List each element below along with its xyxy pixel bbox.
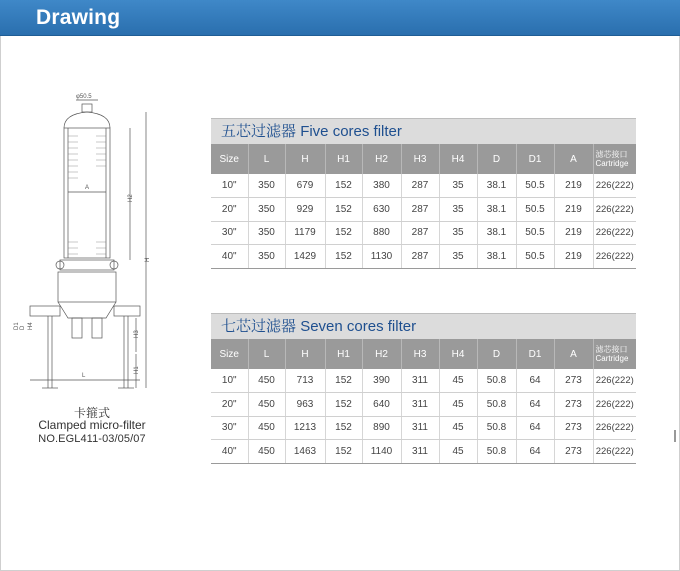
dimension-h-label: H [145, 257, 151, 262]
table-cell: 50.8 [477, 393, 516, 417]
table-cell: 50.8 [477, 440, 516, 464]
table-cell: 50.5 [516, 174, 554, 198]
table-cell: 30" [211, 221, 248, 245]
table-cell: 450 [248, 369, 285, 393]
table-cell: 50.5 [516, 198, 554, 222]
table-cell: 1179 [285, 221, 325, 245]
column-header: Size [211, 144, 248, 174]
column-header: H3 [401, 339, 439, 369]
page-title: Drawing [36, 6, 121, 29]
cartridge-header-chinese: 滤芯接口 [595, 345, 628, 354]
cartridge-hatching [68, 136, 106, 254]
table-cell: 30" [211, 416, 248, 440]
column-header: D1 [516, 144, 554, 174]
table-cell: 40" [211, 245, 248, 269]
seven-cores-table-section [211, 313, 636, 464]
vent-valve [82, 104, 92, 112]
column-header: H1 [325, 144, 362, 174]
base-cone [58, 302, 116, 318]
five-cores-table [211, 144, 636, 269]
table-cell: 350 [248, 245, 285, 269]
table-cell: 450 [248, 416, 285, 440]
dimension-d1-label: D1 [14, 322, 20, 330]
dimension-a-label: A [85, 185, 90, 191]
table-cell: 50.8 [477, 369, 516, 393]
table-cell: 287 [401, 245, 439, 269]
table-cell: 35 [439, 221, 477, 245]
table-cell: 350 [248, 221, 285, 245]
diameter-label: φ50.5 [76, 94, 92, 100]
column-header: Size [211, 339, 248, 369]
table-cell: 311 [401, 393, 439, 417]
five-cores-table-section [211, 118, 636, 269]
table-cell: 64 [516, 440, 554, 464]
table-cell: 152 [325, 198, 362, 222]
table-row [211, 440, 636, 464]
column-header: D [477, 144, 516, 174]
lower-housing [58, 272, 116, 302]
table-row [211, 221, 636, 245]
table-cell: 226(222) [593, 198, 636, 222]
column-header: L [248, 339, 285, 369]
table-cell: 226(222) [593, 174, 636, 198]
table-cell: 679 [285, 174, 325, 198]
column-header: L [248, 144, 285, 174]
table-cell: 273 [554, 393, 593, 417]
filter-drawing [12, 92, 172, 422]
table-cell: 219 [554, 174, 593, 198]
table-cell: 50.5 [516, 245, 554, 269]
table-cell: 219 [554, 245, 593, 269]
drawing-caption-chinese: 卡箍式 [73, 406, 110, 420]
dimension-h4-label: H4 [28, 322, 34, 330]
table-cell: 273 [554, 440, 593, 464]
table-cell: 40" [211, 440, 248, 464]
table-cell: 50.8 [477, 416, 516, 440]
table-cell: 287 [401, 174, 439, 198]
table-cell: 152 [325, 440, 362, 464]
column-header: D [477, 339, 516, 369]
table-cell: 1213 [285, 416, 325, 440]
cartridge-column-header [593, 144, 636, 174]
table-cell: 64 [516, 416, 554, 440]
table-cell: 45 [439, 393, 477, 417]
table-cell: 64 [516, 369, 554, 393]
seven-cores-table-title [211, 313, 636, 339]
table-header-row [211, 339, 636, 369]
column-header: H3 [401, 144, 439, 174]
table-row [211, 245, 636, 269]
table-cell: 35 [439, 174, 477, 198]
table-cell: 350 [248, 198, 285, 222]
table-cell: 152 [325, 369, 362, 393]
edge-marker [674, 430, 676, 442]
outlet-pipe [114, 306, 140, 316]
table-cell: 450 [248, 440, 285, 464]
table-cell: 226(222) [593, 221, 636, 245]
five-cores-table-body [211, 174, 636, 268]
table-cell: 380 [362, 174, 401, 198]
seven-cores-table-body [211, 369, 636, 463]
table-cell: 273 [554, 369, 593, 393]
clamp-band [60, 260, 114, 270]
column-header: H2 [362, 339, 401, 369]
table-cell: 287 [401, 221, 439, 245]
column-header: H1 [325, 339, 362, 369]
dimension-h2-label: H2 [128, 194, 134, 202]
table-title-english: Five cores filter [300, 123, 402, 140]
inlet-pipe [30, 306, 60, 316]
table-title-english: Seven cores filter [300, 318, 417, 335]
table-cell: 1140 [362, 440, 401, 464]
table-cell: 20" [211, 198, 248, 222]
table-cell: 929 [285, 198, 325, 222]
drawing-caption-english: Clamped micro-filter [38, 418, 146, 432]
cartridge-header-chinese: 滤芯接口 [595, 150, 628, 159]
table-cell: 1429 [285, 245, 325, 269]
table-cell: 273 [554, 416, 593, 440]
table-cell: 45 [439, 369, 477, 393]
column-header: A [554, 144, 593, 174]
dimension-h1-label: H1 [134, 366, 140, 374]
title-bar [0, 0, 680, 36]
table-cell: 311 [401, 416, 439, 440]
column-header: A [554, 339, 593, 369]
table-cell: 152 [325, 174, 362, 198]
table-cell: 38.1 [477, 245, 516, 269]
table-cell: 963 [285, 393, 325, 417]
table-cell: 450 [248, 393, 285, 417]
table-cell: 152 [325, 221, 362, 245]
table-cell: 45 [439, 440, 477, 464]
table-cell: 226(222) [593, 440, 636, 464]
cartridge-header-english: Cartridge [595, 159, 629, 168]
seven-cores-table [211, 339, 636, 464]
column-header: H [285, 339, 325, 369]
table-cell: 219 [554, 221, 593, 245]
table-cell: 311 [401, 440, 439, 464]
table-cell: 38.1 [477, 221, 516, 245]
column-header: D1 [516, 339, 554, 369]
table-cell: 38.1 [477, 174, 516, 198]
table-cell: 390 [362, 369, 401, 393]
cartridge-column-header [593, 339, 636, 369]
table-cell: 880 [362, 221, 401, 245]
table-cell: 10" [211, 369, 248, 393]
table-cell: 713 [285, 369, 325, 393]
drawing-model-number: NO.EGL411-03/05/07 [38, 433, 146, 445]
filter-schematic [12, 92, 172, 402]
table-title-chinese: 五芯过滤器 [221, 123, 297, 140]
table-cell: 152 [325, 393, 362, 417]
table-cell: 890 [362, 416, 401, 440]
table-cell: 226(222) [593, 416, 636, 440]
table-cell: 226(222) [593, 245, 636, 269]
table-cell: 50.5 [516, 221, 554, 245]
drain-pipe-left [72, 318, 82, 338]
table-cell: 20" [211, 393, 248, 417]
column-header: H2 [362, 144, 401, 174]
table-cell: 226(222) [593, 393, 636, 417]
table-cell: 152 [325, 245, 362, 269]
table-cell: 640 [362, 393, 401, 417]
table-row [211, 369, 636, 393]
column-header: H4 [439, 144, 477, 174]
table-cell: 38.1 [477, 198, 516, 222]
dimension-h3-label: H3 [134, 330, 140, 338]
table-cell: 219 [554, 198, 593, 222]
cartridge-header-english: Cartridge [595, 354, 629, 363]
table-cell: 35 [439, 245, 477, 269]
column-header: H4 [439, 339, 477, 369]
dimension-l-label: L [82, 373, 86, 379]
table-row [211, 174, 636, 198]
drain-pipe-right [92, 318, 102, 338]
filter-dome [64, 112, 110, 128]
table-cell: 311 [401, 369, 439, 393]
table-cell: 226(222) [593, 369, 636, 393]
table-cell: 10" [211, 174, 248, 198]
table-cell: 35 [439, 198, 477, 222]
dimension-d-label: D [20, 325, 26, 330]
table-cell: 287 [401, 198, 439, 222]
table-cell: 152 [325, 416, 362, 440]
five-cores-table-title [211, 118, 636, 144]
column-header: H [285, 144, 325, 174]
table-title-chinese: 七芯过滤器 [221, 318, 297, 335]
table-cell: 64 [516, 393, 554, 417]
table-header-row [211, 144, 636, 174]
table-row [211, 393, 636, 417]
table-cell: 350 [248, 174, 285, 198]
table-cell: 1130 [362, 245, 401, 269]
table-row [211, 198, 636, 222]
table-cell: 1463 [285, 440, 325, 464]
upper-housing [64, 128, 110, 258]
table-cell: 45 [439, 416, 477, 440]
table-row [211, 416, 636, 440]
table-cell: 630 [362, 198, 401, 222]
